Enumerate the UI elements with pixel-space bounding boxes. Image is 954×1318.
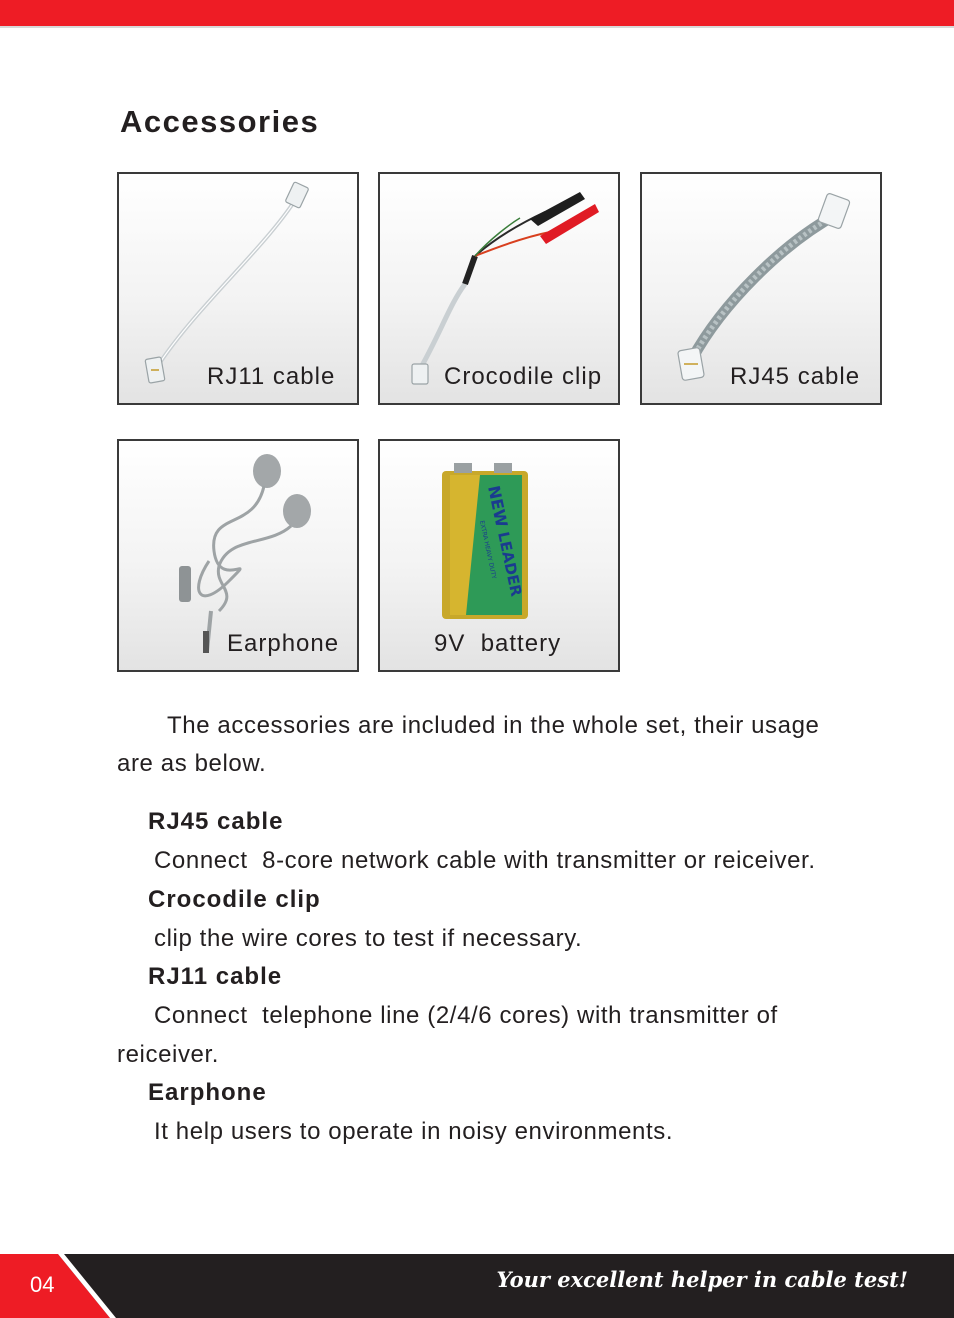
accessory-card-rj45: [640, 172, 882, 405]
footer-tagline: Your excellent helper in cable test!: [496, 1267, 908, 1292]
top-red-bar: [0, 0, 954, 26]
top-bar-shadow: [0, 26, 954, 28]
page-title: Accessories: [120, 104, 320, 139]
page-number: 04: [30, 1272, 55, 1297]
accessory-label: RJ11 cable: [207, 363, 336, 390]
item-heading-earphone: Earphone: [148, 1079, 267, 1106]
accessory-label: RJ45 cable: [730, 363, 861, 390]
intro-line-2: are as below.: [117, 750, 267, 777]
accessory-label: Earphone: [227, 630, 340, 657]
intro-line-1: The accessories are included in the whole set, their usage: [167, 712, 820, 739]
accessory-card-9v-battery: [378, 439, 620, 672]
accessory-label: Crocodile clip: [444, 363, 603, 390]
battery-subline-text: EXTRA HEAVY DUTY: [478, 519, 498, 580]
item-heading-crocodile-clip: Crocodile clip: [148, 886, 321, 913]
item-heading-rj11: RJ11 cable: [148, 963, 283, 990]
item-description-crocodile-clip: clip the wire cores to test if necessary.: [154, 925, 583, 952]
accessory-card-earphone: [117, 439, 359, 672]
item-description-rj45: Connect 8-core network cable with transmitter or reiceiver.: [154, 847, 816, 874]
item-description-rj11: Connect telephone line (2/4/6 cores) with transmitter of: [154, 1002, 778, 1029]
item-heading-rj45: RJ45 cable: [148, 808, 284, 835]
item-description-rj11-cont: reiceiver.: [117, 1041, 220, 1068]
item-description-earphone: It help users to operate in noisy environments.: [154, 1118, 674, 1145]
accessory-card-crocodile-clip: [378, 172, 620, 405]
accessory-label: 9V battery: [434, 630, 562, 657]
battery-brand-text: NEW: [484, 483, 512, 529]
accessory-card-rj11: [117, 172, 359, 405]
battery-brand-text: LEADER: [494, 530, 526, 599]
